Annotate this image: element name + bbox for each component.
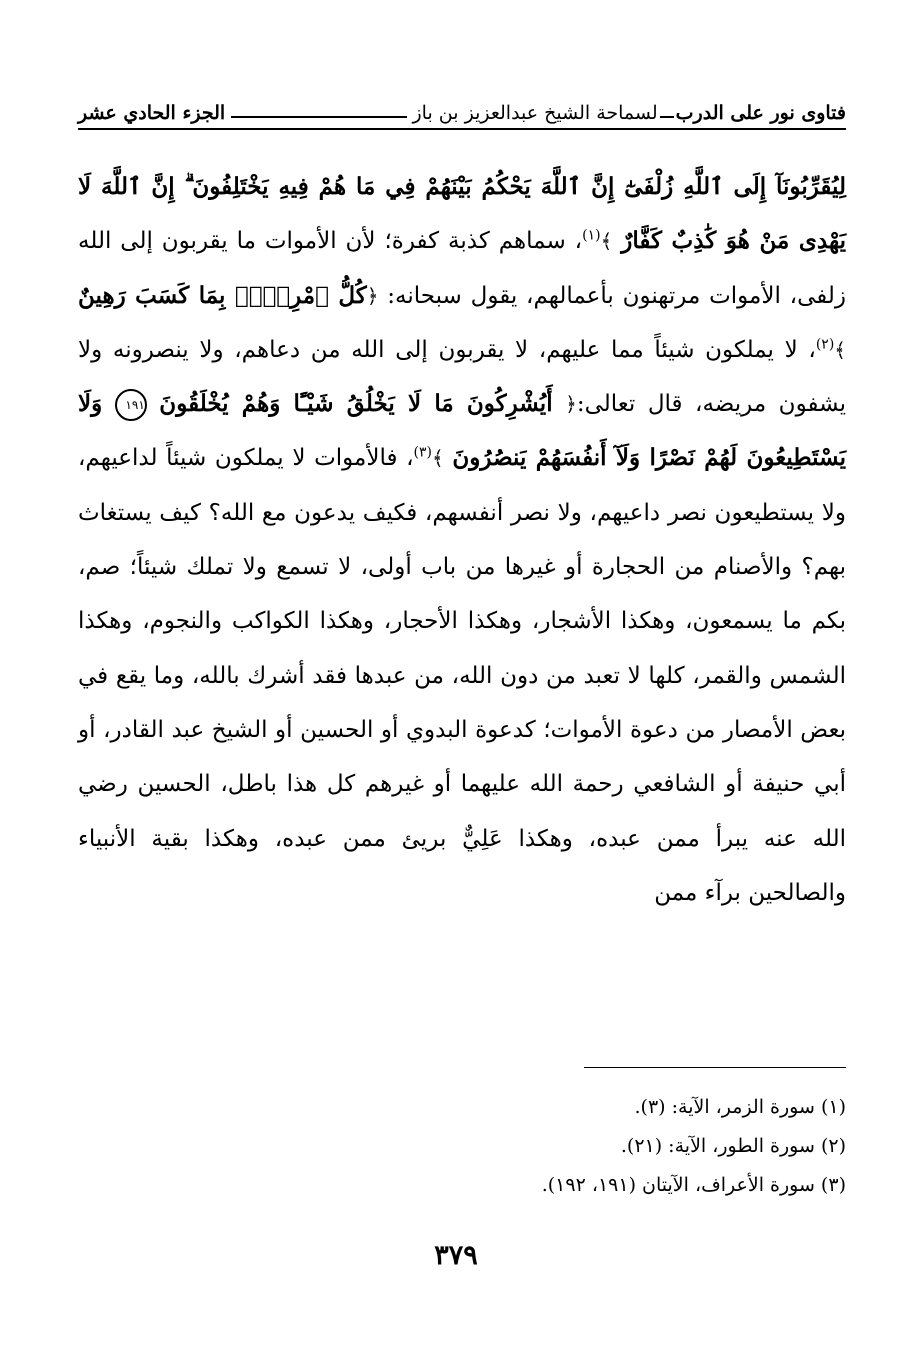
verse-close-ornament: ﴾ <box>600 229 613 254</box>
footnote-ref-2: (٢) <box>815 336 835 353</box>
verse-close-ornament: ﴾ <box>432 446 444 471</box>
footnote-ref-3: (٣) <box>413 444 433 461</box>
page-number: ٣٧٩ <box>434 1240 478 1271</box>
footnote-3: (٣) سورة الأعراف، الآيتان (١٩١، ١٩٢). <box>541 1174 846 1196</box>
running-header <box>78 88 846 124</box>
quran-verse-tur: كُلُّ ٱمْرِيِٕۭ بِمَا كَسَبَ رَهِينٌ <box>78 281 367 309</box>
header-line <box>231 116 406 118</box>
verse-number-marker: ١٩١ <box>115 389 147 421</box>
paragraph-1: ، سماهم كذبة كفرة؛ لأن الأموات ما يقربون إلى الله زلفى، الأموات مرتهنون بأعمالهم، يقول سبحانه: <box>78 228 846 309</box>
footnote-1: (١) سورة الزمر، الآية: (٣). <box>634 1096 846 1118</box>
verse-close-ornament: ﴾ <box>834 337 846 362</box>
paragraph-3: ، فالأموات لا يملكون شيئاً لداعيهم، ولا يستطيعون نصر داعيهم، ولا نصر أنفسهم، فكيف يدعون مع الله؟ كيف يستغاث بهم؟ والأصنام من الحجارة أو غيرها من باب أولى، لا تسمع ولا تملك شيئاً؛ صم، بكم ما يسمعون، وهكذا الأشجار، وهكذا الأحجار، وهكذا الكواكب والنجوم، وهكذا الشمس والقمر، كلها لا تعبد من دون الله، من عبدها فقد أشرك بالله، وما يقع في بعض الأمصار من دعوة الأموات؛ كدعوة البدوي أو الحسين أو الشيخ عبد القادر، أو أبي حنيفة أو الشافعي رحمة الله عليهما أو غيرهم كل هذا باطل، الحسين رضي الله عنه يبرأ ممن عبده، وهكذا عَلِيٌّ بريئ ممن عبده، وهكذا بقية الأنبياء والصالحين برآء ممن <box>78 445 846 906</box>
main-text <box>78 160 846 920</box>
footnote-ref-1: (١) <box>582 227 601 244</box>
quran-verse-araf-192: وَلَا يَسْتَطِيعُونَ لَهُمْ نَصْرًا وَلَآ أَنفُسَهُمْ يَنصُرُونَ <box>78 390 847 472</box>
paragraph-2: ، لا يملكون شيئاً مما عليهم، لا يقربون إلى الله من دعاهم، ولا ينصرونه ولا يشفون مريضه، قال تعالى: <box>78 336 847 418</box>
footnotes <box>146 1088 846 1205</box>
header-dash <box>660 116 674 118</box>
quran-verse-araf-191: أَيُشْرِكُونَ مَا لَا يَخْلُقُ شَيْـًٔا وَهُمْ يُخْلَقُونَ <box>159 390 553 418</box>
header-author: لسماحة الشيخ عبدالعزيز بن باز <box>412 102 658 124</box>
header-volume: الجزء الحادي عشر <box>78 102 226 124</box>
quran-verse-zumar: لِيُقَرِّبُونَآ إِلَى ٱللَّهِ زُلْفَىٰٓ إِنَّ ٱللَّهَ يَحْكُمُ بَيْنَهُمْ فِي مَا هُمْ فِيهِ يَخْتَلِفُونَ ۗ إِنَّ ٱللَّهَ لَا يَهْدِى مَنْ هُوَ كَٰذِبٌ كَفَّارٌ <box>78 173 847 255</box>
header-book-title: فتاوى نور على الدرب <box>675 102 846 124</box>
verse-open-ornament: ﴿ <box>366 283 379 308</box>
header-rule <box>78 128 846 130</box>
verse-open-ornament: ﴿ <box>565 392 577 417</box>
footnote-2: (٢) سورة الطور، الآية: (٢١). <box>620 1135 846 1157</box>
footnote-separator <box>584 1067 846 1068</box>
